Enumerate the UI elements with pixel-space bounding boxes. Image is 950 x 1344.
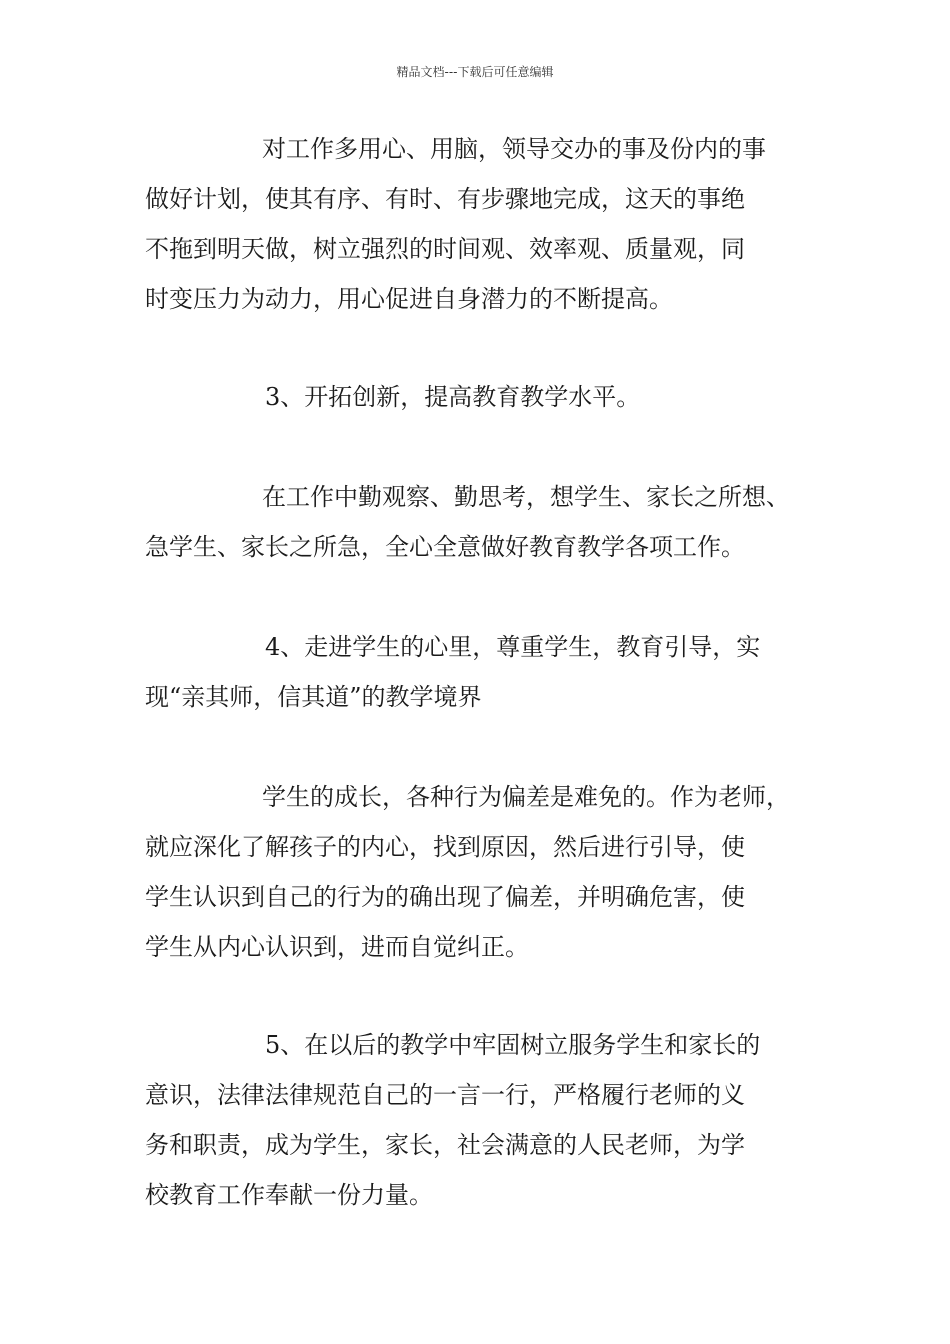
paragraph-line: 对工作多用心、用脑，领导交办的事及份内的事 xyxy=(262,135,766,163)
section-heading-3 xyxy=(145,372,835,422)
paragraph-line: 学生的成长，各种行为偏差是难免的。作为老师， xyxy=(262,783,790,811)
heading-line: 3、开拓创新，提高教育教学水平。 xyxy=(265,383,641,411)
paragraph-line: 在工作中勤观察、勤思考，想学生、家长之所想、 xyxy=(262,483,790,511)
paragraph-line: 学生认识到自己的行为的确出现了偏差，并明确危害，使 xyxy=(145,883,745,911)
heading-line: 现“亲其师，信其道”的教学境界 xyxy=(145,683,482,711)
paragraph-line: 做好计划，使其有序、有时、有步骤地完成，这天的事绝 xyxy=(145,185,745,213)
heading-line: 4、走进学生的心里，尊重学生，教育引导，实 xyxy=(265,633,761,661)
paragraph-line: 学生从内心认识到，进而自觉纠正。 xyxy=(145,933,529,961)
paragraph-line: 不拖到明天做，树立强烈的时间观、效率观、质量观，同 xyxy=(145,235,745,263)
paragraph-line: 5、在以后的教学中牢固树立服务学生和家长的 xyxy=(265,1031,761,1059)
section-heading-4 xyxy=(145,622,835,722)
paragraph-student-growth xyxy=(145,772,835,972)
paragraph-line: 意识，法律法律规范自己的一言一行，严格履行老师的义 xyxy=(145,1081,745,1109)
paragraph-line: 时变压力为动力，用心促进自身潜力的不断提高。 xyxy=(145,285,673,313)
paragraph-observation xyxy=(145,472,835,572)
paragraph-line: 校教育工作奉献一份力量。 xyxy=(145,1181,433,1209)
paragraph-line: 务和职责，成为学生，家长，社会满意的人民老师，为学 xyxy=(145,1131,745,1159)
page-header: 精品文档---下载后可任意编辑 xyxy=(396,65,554,79)
paragraph-work-attitude xyxy=(145,124,835,324)
section-heading-5 xyxy=(145,1020,835,1220)
paragraph-line: 急学生、家长之所急，全心全意做好教育教学各项工作。 xyxy=(145,533,745,561)
paragraph-line: 就应深化了解孩子的内心，找到原因，然后进行引导，使 xyxy=(145,833,745,861)
